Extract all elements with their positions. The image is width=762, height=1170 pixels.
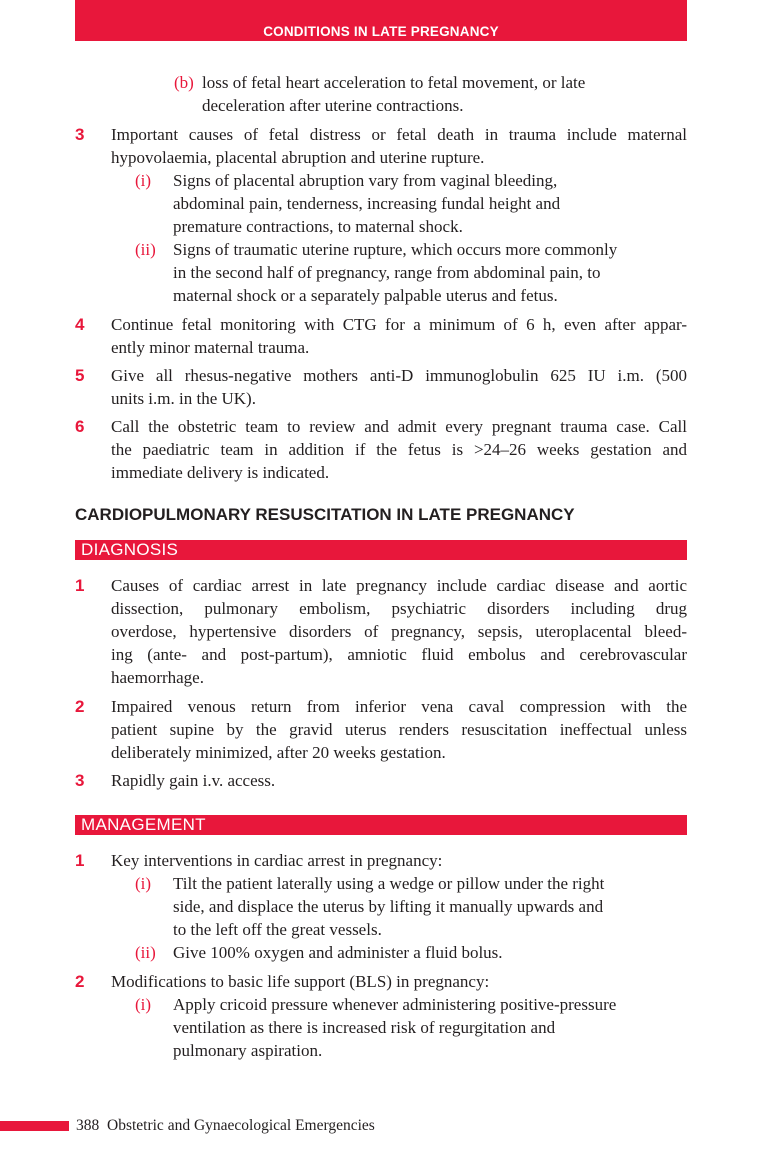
sub-item-label: (ii) [135, 240, 156, 259]
text-line: loss of fetal heart acceleration to fetal movement, or late [202, 73, 586, 92]
sub-item-label: (i) [135, 171, 152, 190]
text-line: deceleration after uterine contractions. [202, 96, 464, 115]
text-line: to the left off the great vessels. [173, 920, 382, 939]
sub-item-label: (i) [135, 995, 152, 1014]
page-number: 388 [76, 1117, 100, 1134]
text-line: overdose, hypertensive disorders of pregnancy, sepsis, uteroplacental bleed- [111, 622, 687, 641]
management-band: MANAGEMENT [75, 815, 687, 835]
text-line: haemorrhage. [111, 668, 204, 687]
text-line: Call the obstetric team to review and admit every pregnant trauma case. Call [111, 417, 687, 436]
text-line: Important causes of fetal distress or fetal death in trauma include maternal [111, 125, 687, 144]
list-number: 3 [75, 771, 85, 790]
running-header [75, 0, 687, 41]
text-line: Give all rhesus-negative mothers anti-D immunoglobulin 625 IU i.m. (500 [111, 366, 687, 385]
text-line: Signs of placental abruption vary from vaginal bleeding, [173, 171, 558, 190]
text-line: Continue fetal monitoring with CTG for a minimum of 6 h, even after appar- [111, 315, 687, 334]
text-line: Tilt the patient laterally using a wedge or pillow under the right [173, 874, 605, 893]
footer-accent-bar [0, 1121, 69, 1131]
text-line: Give 100% oxygen and administer a fluid bolus. [173, 943, 503, 962]
text-line: units i.m. in the UK). [111, 389, 256, 408]
sub-item-label: (i) [135, 874, 152, 893]
section-heading: CARDIOPULMONARY RESUSCITATION IN LATE PREGNANCY [75, 505, 575, 524]
list-number: 1 [75, 851, 85, 870]
running-header-title: CONDITIONS IN LATE PREGNANCY [263, 24, 499, 39]
text-line: maternal shock or a separately palpable uterus and fetus. [173, 286, 558, 305]
text-line: ing (ante- and post-partum), amniotic fluid embolus and cerebrovascular [111, 645, 687, 664]
text-line: the paediatric team in addition if the fetus is >24–26 weeks gestation and [111, 440, 687, 459]
text-line: Causes of cardiac arrest in late pregnancy include cardiac disease and aortic [111, 576, 687, 595]
list-number: 2 [75, 972, 85, 991]
text-line: Signs of traumatic uterine rupture, which occurs more commonly [173, 240, 618, 259]
text-line: Impaired venous return from inferior vena caval compression with the [111, 697, 687, 716]
page-footer [76, 1116, 375, 1136]
sub-item-label: (b) [174, 73, 194, 92]
text-line: Rapidly gain i.v. access. [111, 771, 276, 790]
text-line: dissection, pulmonary embolism, psychiatric disorders including drug [111, 599, 687, 618]
text-line: Apply cricoid pressure whenever administering positive-pressure [173, 995, 617, 1014]
text-line: ventilation as there is increased risk of regurgitation and [173, 1018, 556, 1037]
sub-item-label: (ii) [135, 943, 156, 962]
list-number: 6 [75, 417, 85, 436]
diagnosis-band: DIAGNOSIS [75, 540, 687, 560]
list-number: 1 [75, 576, 85, 595]
text-line: in the second half of pregnancy, range from abdominal pain, to [173, 263, 601, 282]
text-line: deliberately minimized, after 20 weeks gestation. [111, 743, 446, 762]
text-line: patient supine by the gravid uterus renders resuscitation ineffectual unless [111, 720, 687, 739]
text-line: hypovolaemia, placental abruption and uterine rupture. [111, 148, 485, 167]
text-line: premature contractions, to maternal shock. [173, 217, 463, 236]
list-number: 4 [75, 315, 85, 334]
text-line: pulmonary aspiration. [173, 1041, 323, 1060]
book-title: Obstetric and Gynaecological Emergencies [107, 1117, 375, 1134]
text-line: Key interventions in cardiac arrest in pregnancy: [111, 851, 443, 870]
list-number: 2 [75, 697, 85, 716]
text-line: side, and displace the uterus by lifting it manually upwards and [173, 897, 604, 916]
text-line: ently minor maternal trauma. [111, 338, 310, 357]
list-number: 3 [75, 125, 85, 144]
list-number: 5 [75, 366, 85, 385]
text-line: abdominal pain, tenderness, increasing fundal height and [173, 194, 561, 213]
text-line: Modifications to basic life support (BLS) in pregnancy: [111, 972, 490, 991]
text-line: immediate delivery is indicated. [111, 463, 330, 482]
